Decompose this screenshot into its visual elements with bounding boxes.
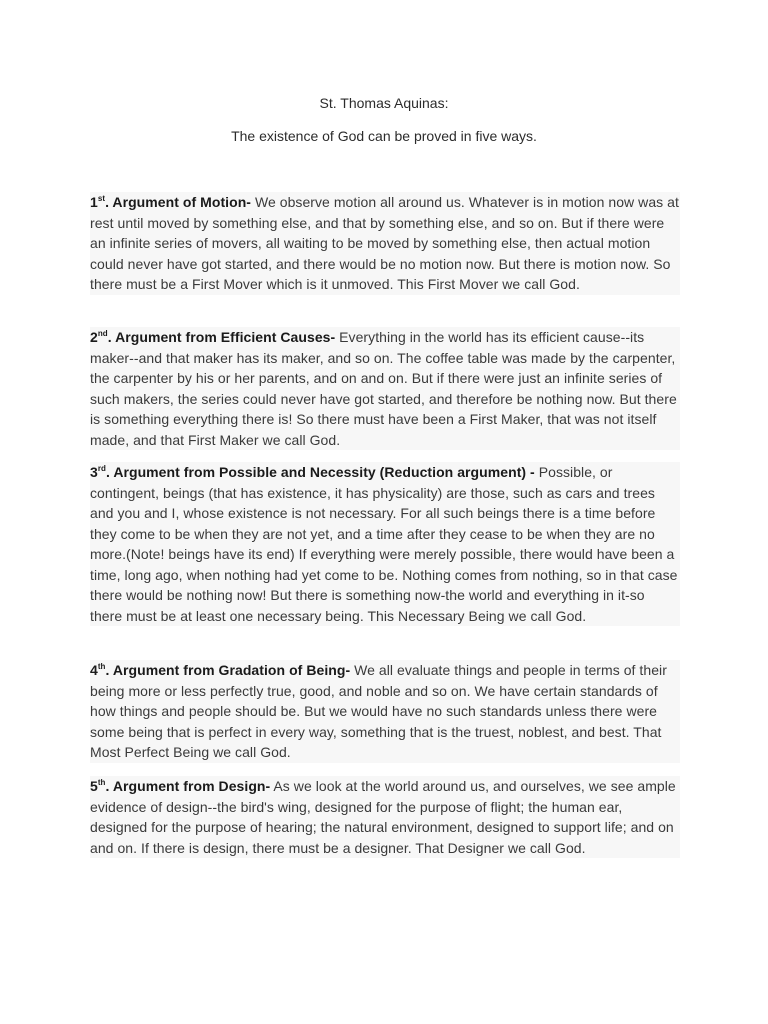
argument-heading-5 (90, 778, 270, 794)
argument-number-4: 4 (90, 662, 98, 678)
argument-section-4 (90, 660, 680, 763)
argument-title-3: . Argument from Possible and Necessity (Reduction argument) - (105, 464, 535, 480)
argument-number-1: 1 (90, 194, 98, 210)
argument-section-2 (90, 327, 680, 450)
argument-section-1 (90, 192, 680, 295)
document-subtitle: The existence of God can be proved in five ways. (231, 128, 537, 144)
argument-body-1: We observe motion all around us. Whatever is in motion now was at rest until moved by something else, and that by something else, and so on. But if there were an infinite series of movers, all waiting to be moved by something else, then actual motion could never have got started, and there would be no motion now. But there is motion now. So there must be a First Mover which is it unmoved. This First Mover we call God. (90, 194, 679, 292)
argument-number-2: 2 (90, 329, 98, 345)
argument-ordinal-2: nd (97, 329, 108, 338)
argument-heading-2 (90, 329, 335, 345)
argument-body-5: As we look at the world around us, and ourselves, we see ample evidence of design--the bird's wing, designed for the purpose of flight; the human ear, designed for the purpose of hearing; the natural environment, designed to support life; and on and on. If there is design, there must be a designer. That Designer we call God. (90, 778, 676, 856)
argument-title-2: . Argument from Efficient Causes- (107, 329, 336, 345)
argument-title-1: . Argument of Motion- (105, 194, 252, 210)
argument-body-3: Possible, or contingent, beings (that has existence, it has physicality) are those, such as cars and trees and you and I, whose existence is not necessary. For all such beings there is a time before they come to be when they are not yet, and a time after they cease to be when they are no more.(Note! beings have its end) If everything were merely possible, there would have been a time, long ago, when nothing had yet come to be. Nothing comes from nothing, so in that case there would be nothing now! But there is something now-the world and everything in it-so there must be at least one necessary being. This Necessary Being we call God. (90, 464, 678, 624)
argument-section-3 (90, 462, 680, 626)
argument-heading-4 (90, 662, 350, 678)
argument-number-3: 3 (90, 464, 98, 480)
argument-body-2: Everything in the world has its efficient cause--its maker--and that maker has its maker, and so on. The coffee table was made by the carpenter, the carpenter by his or her parents, and on and on. But if there were just an infinite series of such makers, the series could never have got started, and therefore be nothing now. But there is something everything there is! So there must have been a First Maker, that was not itself made, and that First Maker we call God. (90, 329, 677, 448)
argument-number-5: 5 (90, 778, 98, 794)
argument-title-5: . Argument from Design- (105, 778, 271, 794)
argument-body-4: We all evaluate things and people in terms of their being more or less perfectly true, good, and noble and so on. We have certain standards of how things and people should be. But we would have no such standards unless there were some being that is perfect in every way, something that is the truest, noblest, and best. That Most Perfect Being we call God. (90, 662, 667, 760)
argument-ordinal-4: th (97, 662, 106, 671)
argument-section-5 (90, 776, 680, 858)
argument-ordinal-3: rd (97, 464, 106, 473)
argument-ordinal-5: th (97, 778, 106, 787)
argument-heading-1 (90, 194, 251, 210)
argument-title-4: . Argument from Gradation of Being- (105, 662, 351, 678)
argument-ordinal-1: st (97, 194, 106, 203)
document-title: St. Thomas Aquinas: (319, 95, 449, 111)
argument-heading-3 (90, 464, 535, 480)
